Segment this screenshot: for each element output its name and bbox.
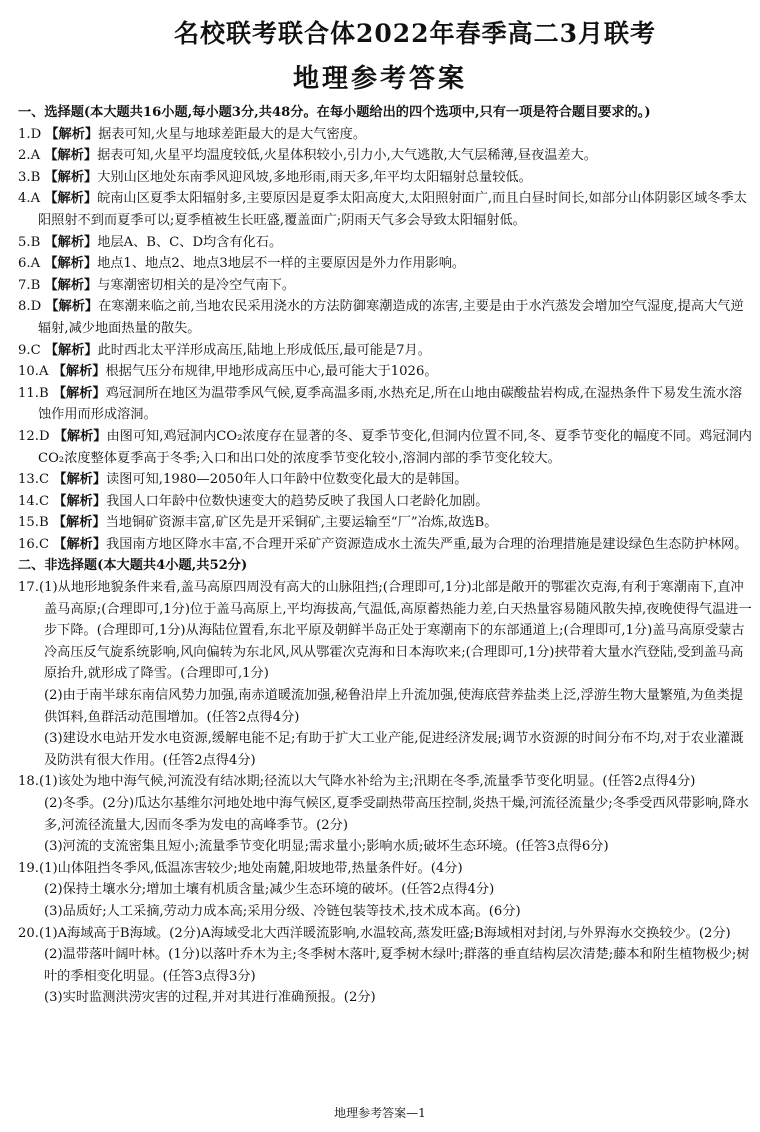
answer-number: 8.D bbox=[18, 299, 46, 315]
choice-answer-item bbox=[18, 534, 752, 556]
open-answer-paragraph: (3)品质好;人工采摘,劳动力成本高;采用分级、冷链包装等技术,技术成本高。(6分) bbox=[44, 903, 521, 919]
analysis-text: 我国南方地区降水丰富,不合理开采矿产资源造成水土流失严重,最为合理的治理措施是建设绿色生态防护林网。 bbox=[106, 536, 748, 552]
answer-number: 16.C bbox=[18, 536, 54, 552]
analysis-tag: 【解析】 bbox=[44, 148, 98, 164]
answer-number: 13.C bbox=[18, 472, 54, 488]
open-answer-paragraph: (3)建设水电站开发水电资源,缓解电能不足;有助于扩大工业产能,促进经济发展;调节水资源的时间分布不均,对于农业灌溉及防洪有很大作用。(任答2点得4分) bbox=[44, 731, 744, 768]
open-answer-paragraph: (2)保持土壤水分;增加土壤有机质含量;减少生态环境的破坏。(任答2点得4分) bbox=[44, 882, 495, 898]
answer-number: 7.B bbox=[18, 277, 45, 293]
choice-answer-item bbox=[18, 296, 752, 339]
open-answer-paragraph: 17.(1)从地形地貌条件来看,盖马高原四周没有高大的山脉阻挡;(合理即可,1分)北部是敞开的鄂霍次克海,有利于寒潮南下,直冲盖马高原;(合理即可,1分)位于盖马高原上,平均海拔高,气温低,高原蓄热能力差,白天热量容易随风散失掉,夜晚使得气温进一步下降。(合理即可,1分)从海陆位置看,东北平原及朝鲜半岛正处于寒潮南下的东部通道上;(合理即可,1分)盖马高原受蒙古冷高压反气旋系统影响,风向偏转为东北风,风从鄂霍次克海和日本海吹来;(合理即可,1分)挟带着大量水汽登陆,受到盖马高原抬升,就形成了降雪。(合理即可,1分) bbox=[18, 580, 752, 682]
choice-answer-item bbox=[18, 361, 752, 383]
choice-answer-item bbox=[18, 253, 752, 275]
section-open-heading: 二、非选择题(本大题共4小题,共52分) bbox=[18, 558, 248, 574]
answer-number: 14.C bbox=[18, 493, 54, 509]
open-answer-paragraph: (3)实时监测洪涝灾害的过程,并对其进行准确预报。(2分) bbox=[44, 990, 376, 1006]
choice-answer-item bbox=[18, 383, 752, 426]
analysis-text: 地层A、B、C、D均含有化石。 bbox=[97, 234, 283, 250]
analysis-tag: 【解析】 bbox=[45, 126, 99, 142]
analysis-text: 与寒潮密切相关的是冷空气南下。 bbox=[97, 277, 296, 293]
choice-answer-item bbox=[18, 469, 752, 491]
answer-number: 3.B bbox=[18, 169, 45, 185]
section-choice-heading: 一、选择题(本大题共16小题,每小题3分,共48分。在每小题给出的四个选项中,只有一项是符合题目要求的。) bbox=[18, 105, 651, 120]
page-title: 地理参考答案 bbox=[292, 64, 467, 94]
choice-answers-list bbox=[18, 124, 752, 556]
analysis-tag: 【解析】 bbox=[44, 169, 98, 185]
choice-answer-item bbox=[18, 340, 752, 362]
choice-answer-item bbox=[18, 167, 752, 189]
analysis-text: 我国人口年龄中位数快速变大的趋势反映了我国人口老龄化加剧。 bbox=[106, 493, 489, 509]
analysis-tag: 【解析】 bbox=[44, 342, 98, 358]
open-answer-paragraph: (3)河流的支流密集且短小;流量季节变化明显;需求量小;影响水质;破坏生态环境。(任答3点得6分) bbox=[44, 839, 609, 855]
analysis-tag: 【解析】 bbox=[53, 428, 107, 444]
answer-number: 6.A bbox=[18, 256, 45, 272]
choice-answer-item bbox=[18, 275, 752, 297]
page-footer: 地理参考答案—1 bbox=[334, 1106, 426, 1120]
choice-answer-item bbox=[18, 426, 752, 469]
answer-number: 11.B bbox=[18, 385, 53, 401]
answer-number: 15.B bbox=[18, 515, 53, 531]
analysis-text: 由图可知,鸡冠洞内CO₂浓度存在显著的冬、夏季节变化,但洞内位置不同,冬、夏季节变化的幅度不同。鸡冠洞内CO₂浓度整体夏季高于冬季;入口和出口处的浓度季节变化较小,溶洞内部的季节变化较大。 bbox=[38, 428, 752, 466]
answer-number: 9.C bbox=[18, 342, 45, 358]
answer-number: 1.D bbox=[18, 126, 46, 142]
analysis-tag: 【解析】 bbox=[44, 256, 98, 272]
analysis-text: 据表可知,火星与地球差距最大的是大气密度。 bbox=[98, 126, 367, 142]
answer-number: 5.B bbox=[18, 234, 45, 250]
analysis-tag: 【解析】 bbox=[53, 472, 107, 488]
choice-answer-item bbox=[18, 512, 752, 534]
analysis-text: 此时西北太平洋形成高压,陆地上形成低压,最可能是7月。 bbox=[97, 342, 431, 358]
choice-answer-item bbox=[18, 145, 752, 167]
open-answer-paragraph: (2)冬季。(2分)瓜达尔基维尔河地处地中海气候区,夏季受副热带高压控制,炎热干燥,河流径流量少;冬季受西风带影响,降水多,河流径流量大,因而冬季为发电的高峰季节。(2分) bbox=[44, 796, 749, 833]
open-answer-paragraph: 20.(1)A海域高于B海域。(2分)A海域受北大西洋暖流影响,水温较高,蒸发旺盛;B海域相对封闭,与外界海水交换较少。(2分) bbox=[18, 925, 731, 941]
exam-header: 名校联考联合体2022年春季高二3月联考 bbox=[174, 19, 656, 48]
analysis-text: 在寒潮来临之前,当地农民采用浇水的方法防御寒潮造成的冻害,主要是由于水汽蒸发会增加空气湿度,提高大气逆辐射,减少地面热量的散失。 bbox=[38, 299, 744, 336]
open-answer-paragraph: (2)温带落叶阔叶林。(1分)以落叶乔木为主;冬季树木落叶,夏季树木绿叶;群落的垂直结构层次清楚;藤本和附生植物极少;树叶的季相变化明显。(任答3点得3分) bbox=[44, 947, 750, 984]
answer-number: 12.D bbox=[18, 428, 54, 444]
open-answer-paragraph: 19.(1)山体阻挡冬季风,低温冻害较少;地处南麓,阳坡地带,热量条件好。(4分) bbox=[18, 860, 463, 876]
open-answer-paragraph: 18.(1)该处为地中海气候,河流没有结冰期;径流以大气降水补给为主;汛期在冬季,流量季节变化明显。(任答2点得4分) bbox=[18, 774, 696, 790]
analysis-tag: 【解析】 bbox=[44, 277, 98, 293]
open-answer-paragraph: (2)由于南半球东南信风势力加强,南赤道暖流加强,秘鲁沿岸上升流加强,使海底营养盐类上泛,浮游生物大量繁殖,为鱼类提供饵料,鱼群活动范围增加。(任答2点得4分) bbox=[44, 688, 744, 725]
answer-number: 2.A bbox=[18, 148, 45, 164]
analysis-tag: 【解析】 bbox=[52, 515, 106, 531]
analysis-text: 据表可知,火星平均温度较低,火星体积较小,引力小,大气逃散,大气层稀薄,昼夜温差大。 bbox=[97, 148, 597, 164]
analysis-text: 皖南山区夏季太阳辐射多,主要原因是夏季太阳高度大,太阳照射面广,而且白昼时间长,如部分山体阴影区域冬季太阳照射不到而夏季可以;夏季植被生长旺盛,覆盖面广;阴雨天气多会导致太阳辐射低。 bbox=[38, 191, 747, 228]
choice-answer-item bbox=[18, 124, 752, 146]
analysis-tag: 【解析】 bbox=[53, 536, 107, 552]
analysis-text: 当地铜矿资源丰富,矿区先是开采铜矿,主要运输至“厂”冶炼,故选B。 bbox=[105, 515, 498, 531]
analysis-tag: 【解析】 bbox=[45, 299, 99, 315]
analysis-text: 鸡冠洞所在地区为温带季风气候,夏季高温多雨,水热充足,所在山地由碳酸盐岩构成,在湿热条件下易发生流水溶蚀作用而形成溶洞。 bbox=[38, 385, 743, 423]
answer-number: 4.A bbox=[18, 191, 45, 207]
answer-number: 10.A bbox=[18, 364, 53, 380]
analysis-text: 读图可知,1980—2050年人口年龄中位数变化最大的是韩国。 bbox=[106, 472, 468, 488]
choice-answer-item bbox=[18, 188, 752, 231]
analysis-tag: 【解析】 bbox=[52, 364, 106, 380]
analysis-tag: 【解析】 bbox=[52, 385, 106, 401]
analysis-tag: 【解析】 bbox=[44, 234, 98, 250]
answer-body bbox=[18, 102, 752, 1009]
choice-answer-item bbox=[18, 491, 752, 513]
analysis-text: 地点1、地点2、地点3地层不一样的主要原因是外力作用影响。 bbox=[97, 256, 466, 272]
analysis-tag: 【解析】 bbox=[44, 191, 98, 207]
choice-answer-item bbox=[18, 232, 752, 254]
analysis-tag: 【解析】 bbox=[53, 493, 107, 509]
analysis-text: 根据气压分布规律,甲地形成高压中心,最可能大于1026。 bbox=[105, 364, 438, 380]
analysis-text: 大别山区地处东南季风迎风坡,多地形雨,雨天多,年平均太阳辐射总量较低。 bbox=[97, 169, 532, 185]
open-answers-list bbox=[18, 577, 752, 1009]
